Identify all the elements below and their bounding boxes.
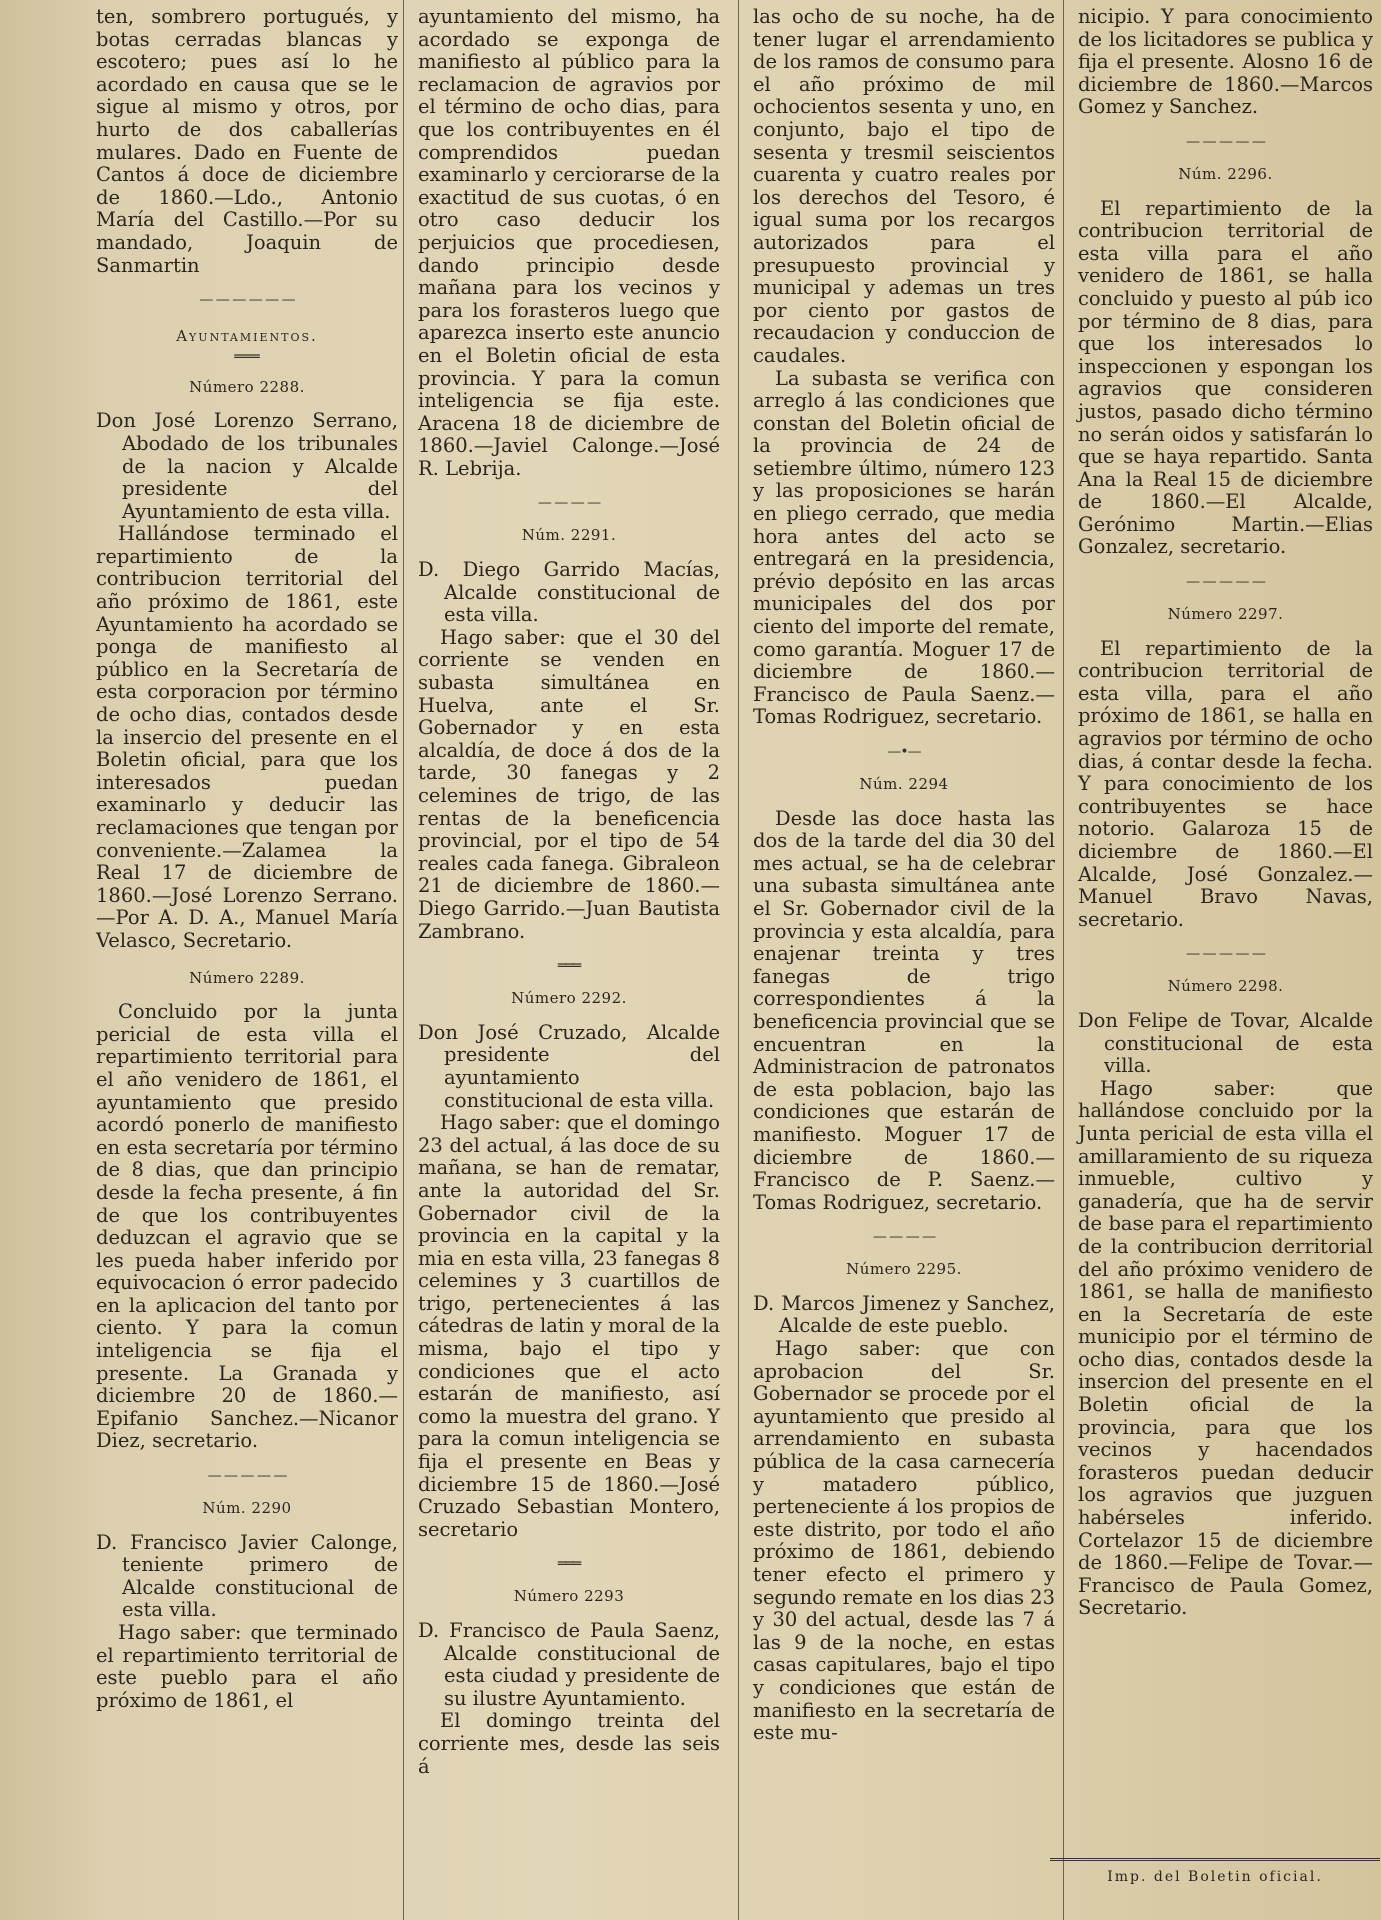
separator: — — — — [537, 495, 601, 512]
notice-body: Hago saber: que el 30 del corriente se venden en subasta simultánea en Huelva, ante el Sr. Gobernador y en esta alcaldía, de doce á dos de la tarde, 30 fanegas y 2 celemines de trigo, de las rentas de la beneficencia provincial, por el tipo de 54 reales cada fanega. Gibraleon 21 de diciembre de 1860.—Diego Garrido.—Juan Bautista Zambrano. [418, 625, 720, 943]
notice-heading: D. Francisco de Paula Saenz, Alcalde constitucional de esta ciudad y presidente de su ilustre Ayuntamiento. [418, 1619, 720, 1710]
notice-heading: Don José Cruzado, Alcalde presidente del ayuntamiento constitucional de esta villa. [418, 1020, 720, 1112]
notice-heading: D. Diego Garrido Macías, Alcalde constitucional de esta villa. [418, 558, 720, 627]
paragraph: ten, sombrero portugués, y botas cerradas blancas y escotero; pues así lo he acordado en causa que se le sigue al mismo y otros, por hurto de dos caballerías mulares. Dado en Fuente de Cantos á doce de diciembre de 1860.—Ldo., Antonio María del Castillo.—Por su mandado, Joaquin de Sanmartin [96, 5, 398, 277]
notice-heading: Don José Lorenzo Serrano, Abodado de los tribunales de la nacion y Alcalde presidente del Ayuntamiento de esta villa. [96, 409, 398, 523]
separator: —•— [887, 744, 921, 760]
separator: — — — — — — [199, 292, 295, 309]
paragraph: nicipio. Y para conocimiento de los licitadores se publica y fija el presente. Alosno 16 de diciembre de 1860.—Marcos Gomez y Sanchez. [1078, 5, 1373, 119]
paragraph: las ocho de su noche, ha de tener lugar el arrendamiento de los ramos de consumo para el año próximo de mil ochocientos sesenta y uno, en conjunto, bajo el tipo de sesenta y tresmil seiscientos cuarenta y cuatro reales por los derechos del Tesoro, é igual suma por los recargos autorizados para el presupuesto provincial y municipal y ademas un tres por ciento por gastos de recaudacion y conduccion de caudales. [753, 5, 1055, 367]
notice-number: Número 2288. [189, 377, 305, 396]
column-3 [745, 0, 1063, 1920]
notice-number: Número 2289. [189, 968, 305, 987]
notice-number: Número 2298. [1167, 977, 1284, 996]
notice-body: Hago saber: que el domingo 23 del actual, á las doce de su mañana, se han de rematar, ante la autoridad del Sr. Gobernador civil de la provincia en la capital y la mia en esta villa, 23 fanegas 8 celemines y 3 cuartillos de trigo, pertenecientes á las cátedras de latin y moral de la misma, bajo el tipo y condiciones que el acto estarán de manifiesto, así como la muestra del grano. Y para la comun inteligencia se fija el presente en Beas y diciembre 15 de 1860.—José Cruzado Sebastian Montero, secretario [418, 1111, 720, 1541]
notice-body: Hago saber: que hallándose concluido por la Junta pericial de esta villa el amillaramiento de su riqueza inmueble, cultivo y ganadería, que ha de servir de base para el repartimiento de la contribucion derritorial del año próximo venidero de 1861, se halla de manifiesto en la Secretaría de este municipio por el término de ocho dias, contados desde la insercion del presente en el Boletin oficial de la provincia, para que los vecinos y hacendados forasteros puedan deducir los agravios que juzguen habérseles inferido. Cortelazor 15 de diciembre de 1860.—Felipe de Tovar.—Francisco de Paula Gomez, Secretario. [1078, 1076, 1373, 1620]
separator: ═══ [234, 348, 260, 365]
notice-body: Concluido por la junta pericial de esta villa el repartimiento territorial para el año venidero de 1861, el ayuntamiento que presido acordó ponerlo de manifiesto en esta secretaría por término de 8 dias, que dan principio desde la fecha presente, á fin de que los contribuyentes deduzcan el agravio que se les pueda haber inferido por equivocacion ó error padecido en la aplicacion del tanto por ciento. Y para la comun inteligencia se fija el presente. La Granada y diciembre 20 de 1860.—Epifanio Sanchez.—Nicanor Diez, secretario. [96, 1000, 398, 1453]
notice-heading: Don Felipe de Tovar, Alcalde constitucional de esta villa. [1078, 1008, 1373, 1078]
column-divider [738, 0, 739, 1920]
notice-number: Número 2295. [846, 1260, 962, 1279]
notice-body: El repartimiento de la contribucion territorial de esta villa, para el año próximo de 1861, se halla en agravios por término de ocho dias, á contar desde la fecha. Y para conocimiento de los contribuyentes se hace notorio. Galaroza 15 de diciembre de 1860.—El Alcalde, José Gonzalez.—Manuel Bravo Navas, secretario. [1078, 636, 1373, 931]
notice-body: Hago saber: que terminado el repartimiento territorial de este pueblo para el año próximo de 1861, el [96, 1621, 398, 1712]
notice-heading: D. Francisco Javier Calonge, teniente primero de Alcalde constitucional de esta villa. [96, 1530, 398, 1622]
column-divider [1063, 0, 1064, 1920]
notice-body: Desde las doce hasta las dos de la tarde del dia 30 del mes actual, se ha de celebrar una subasta simultánea ante el Sr. Gobernador civil de la provincia y esta alcaldía, para enajenar treinta y tres fanegas de trigo correspondientes á la beneficencia provincial que se encuentran en la Administracion de patronatos de esta poblacion, bajo las condiciones que estarán de manifiesto. Moguer 17 de diciembre de 1860.—Francisco de P. Saenz.—Tomas Rodriguez, secretario. [753, 806, 1055, 1214]
notice-number: Número 2293 [513, 1587, 625, 1606]
column-1 [88, 0, 406, 1920]
section-heading: Ayuntamientos. [176, 327, 318, 346]
separator: — — — — — [1186, 133, 1265, 150]
separator: — — — — — [1186, 946, 1265, 963]
notice-number: Núm. 2290 [202, 1499, 292, 1518]
column-2 [410, 0, 728, 1920]
notice-number: Número 2297. [1167, 605, 1284, 624]
paragraph: ayuntamiento del mismo, ha acordado se exponga de manifiesto al público para la reclamacion de agravios por el término de ocho dias, para que los contribuyentes en él comprendidos puedan examinarlo y cerciorarse de la exactitud de sus cuotas, ó en otro caso deducir los perjuicios que procediesen, dando principio desde mañana para los vecinos y para los forasteros luego que aparezca inserto este anuncio en el Boletin oficial de esta provincia. Y para la comun inteligencia se fija este. Aracena 18 de diciembre de 1860.—Javiel Calonge.—José R. Lebrija. [418, 5, 720, 480]
separator: ═══ [557, 958, 581, 975]
separator: — — — — — [1186, 574, 1265, 591]
notice-body: Hago saber: que con aprobacion del Sr. Gobernador se procede por el ayuntamiento que presido al arrendamiento en subasta pública de la casa carnecería y matadero público, perteneciente á los propios de este distrito, por todo el año próximo de 1861, debiendo tener efecto el primero y segundo remate en los dias 23 y 30 del actual, desde las 7 á las 9 de la noche, en estas casas capitulares, bajo el tipo y condiciones que están de manifiesto en la secretaría de este mu- [753, 1337, 1055, 1745]
notice-heading: D. Marcos Jimenez y Sanchez, Alcalde de este pueblo. [753, 1291, 1055, 1338]
notice-body: El domingo treinta del corriente mes, desde las seis á [418, 1709, 720, 1778]
notice-number: Núm. 2296. [1178, 164, 1273, 183]
notice-body: Hallándose terminado el repartimiento de la contribucion territorial del año próximo de 1861, este Ayuntamiento ha acordado se ponga de manifiesto al público en la Secretaría de esta corporacion por término de ocho dias, contados desde la insercio del presente en el Boletin oficial, para que los interesados puedan examinarlo y deducir las reclamaciones que tengan por conveniente.—Zalamea la Real 17 de diciembre de 1860.—José Lorenzo Serrano.—Por A. D. A., Manuel María Velasco, Secretario. [96, 522, 398, 952]
notice-body: El repartimiento de la contribucion territorial de esta villa para el año venidero de 1861, se halla concluido y puesto al púb ico por término de 8 dias, para que los interesados lo inspeccionen y espongan los agravios que consideren justos, pasado dicho término no serán oidos y satisfarán lo que se haya repartido. Santa Ana la Real 15 de diciembre de 1860.—El Alcalde, Gerónimo Martin.—Elias Gonzalez, secretario. [1078, 196, 1373, 559]
separator: ═══ [557, 1556, 581, 1573]
separator: — — — — [872, 1229, 936, 1246]
notice-number: Núm. 2291. [521, 526, 617, 545]
notice-number: Número 2292. [511, 989, 627, 1008]
printer-imprint: Imp. del Boletin oficial. [1050, 1858, 1380, 1885]
paragraph: La subasta se verifica con arreglo á las condiciones que constan del Boletin oficial de la provincia de 24 de setiembre último, número 123 y las proposiciones se harán en pliego cerrado, que media hora antes del acto se entregará en la presidencia, prévio depósito en las arcas municipales del dos por ciento del importe del remate, como garantía. Moguer 17 de diciembre de 1860.—Francisco de Paula Saenz.—Tomas Rodriguez, secretario. [753, 366, 1055, 729]
separator: — — — — — [207, 1468, 287, 1485]
column-4 [1070, 0, 1381, 1920]
notice-number: Núm. 2294 [859, 775, 949, 793]
